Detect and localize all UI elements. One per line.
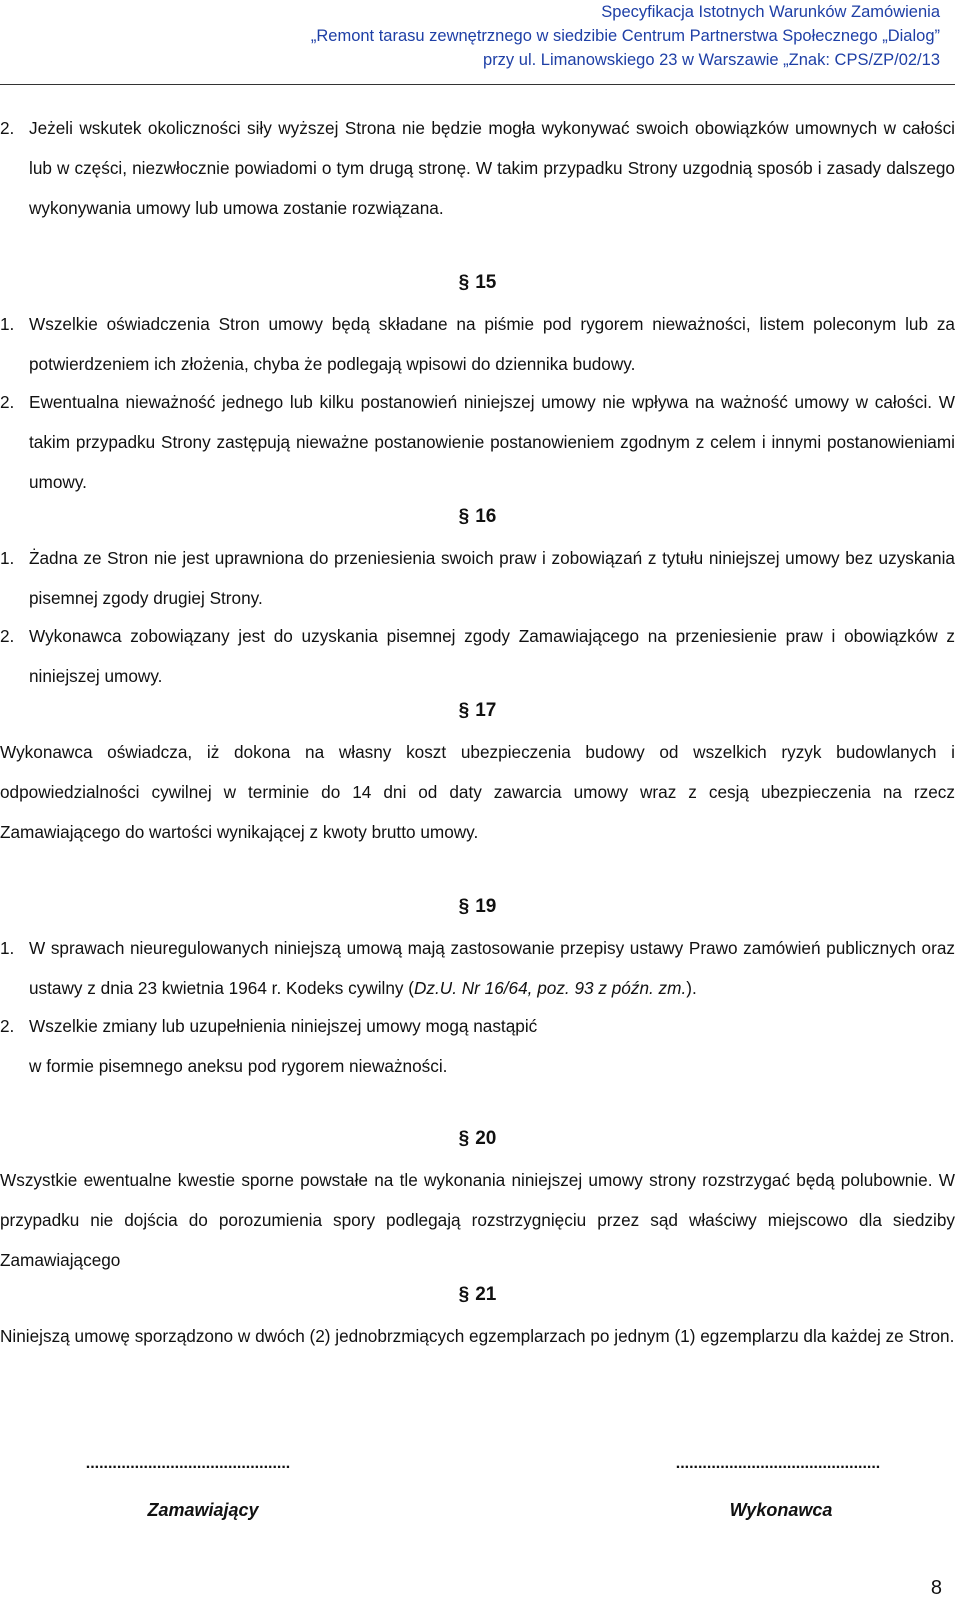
legal-citation: Dz.U. Nr 16/64, poz. 93 z późn. zm. — [414, 978, 687, 998]
item-text-line: w formie pisemnego aneksu pod rygorem nieważności. — [29, 1056, 448, 1076]
item-number: 1. — [0, 548, 15, 568]
section-heading-17 — [0, 700, 955, 722]
section-number: 20 — [475, 1128, 497, 1149]
item-text: Wykonawca zobowiązany jest do uzyskania pisemnej zgody Zamawiającego na przeniesienie praw i obowiązków z niniejszej umowy. — [29, 626, 955, 686]
signature-label-zamawiajacy: Zamawiający — [147, 1500, 259, 1520]
item-text-part: ). — [686, 978, 697, 998]
list-item — [0, 928, 955, 1008]
header-line-3: przy ul. Limanowskiego 23 w Warszawie „Znak: CPS/ZP/02/13 — [483, 51, 940, 69]
section-number: 19 — [475, 896, 497, 917]
list-item — [0, 538, 955, 618]
section-21-text: Niniejszą umowę sporządzono w dwóch (2) jednobrzmiących egzemplarzach po jednym (1) egzemplarzu dla każdej ze Stron. — [0, 1326, 955, 1346]
list-item — [0, 304, 955, 384]
item-number: 2. — [0, 392, 15, 412]
document-header — [240, 0, 940, 72]
section-heading-20 — [0, 1128, 955, 1150]
section-20-text: Wszystkie ewentualne kwestie sporne powstałe na tle wykonania niniejszej umowy strony rozstrzygać będą polubownie. W przypadku nie dojścia do porozumienia spory podlegają rozstrzygnięciu przez sąd właściwy miejscowo dla siedziby Zamawiającego — [0, 1170, 955, 1270]
item-number: 2. — [0, 1016, 15, 1036]
item-number: 1. — [0, 314, 15, 334]
item-text: Ewentualna nieważność jednego lub kilku postanowień niniejszej umowy nie wpływa na ważność umowy w całości. W takim przypadku Strony zastępują nieważne postanowienie postanowieniem zgodnym z celem i innymi postanowieniami umowy. — [29, 392, 955, 492]
header-line-1: Specyfikacja Istotnych Warunków Zamówienia — [601, 3, 940, 21]
item-text: Żadna ze Stron nie jest uprawniona do przeniesienia swoich praw i zobowiązań z tytułu niniejszej umowy bez uzyskania pisemnej zgody drugiej Strony. — [29, 548, 955, 608]
section-sign: § — [458, 506, 470, 527]
section-17-text: Wykonawca oświadcza, iż dokona na własny koszt ubezpieczenia budowy od wszelkich ryzyk budowlanych i odpowiedzialności cywilnej w terminie do 14 dni od daty zawarcia umowy wraz z cesją ubezpieczenia na rzecz Zamawiającego do wartości wynikającej z kwoty brutto umowy. — [0, 742, 955, 842]
item-number: 2. — [0, 626, 15, 646]
signature-label-wykonawca: Wykonawca — [729, 1500, 833, 1520]
item-text — [29, 928, 955, 1008]
list-item — [0, 616, 955, 696]
section-sign: § — [458, 1128, 470, 1149]
section-sign: § — [458, 272, 470, 293]
section-heading-15 — [0, 272, 955, 294]
header-line-2: „Remont tarasu zewnętrznego w siedzibie Centrum Partnerstwa Społecznego „Dialog” — [310, 27, 940, 45]
section-sign: § — [458, 1284, 470, 1305]
section-number: 21 — [475, 1284, 497, 1305]
section-number: 17 — [475, 700, 497, 721]
item-text-line: Wszelkie zmiany lub uzupełnienia niniejszej umowy mogą nastąpić — [29, 1016, 538, 1036]
list-item — [0, 108, 955, 228]
section-number: 16 — [475, 506, 497, 527]
section-sign: § — [458, 896, 470, 917]
list-item — [0, 382, 955, 502]
item-text: Wszelkie oświadczenia Stron umowy będą składane na piśmie pod rygorem nieważności, listem poleconym lub za potwierdzeniem ich złożenia, chyba że podlegają wpisowi do dziennika budowy. — [29, 314, 955, 374]
item-number: 2. — [0, 118, 15, 138]
item-text — [29, 1006, 620, 1086]
section-number: 15 — [475, 272, 497, 293]
signature-line-left: .............................................. — [85, 1455, 291, 1472]
signature-line-right: .............................................. — [675, 1455, 881, 1472]
item-number: 1. — [0, 938, 15, 958]
item-text-part: W sprawach nieuregulowanych niniejszą umową mają zastosowanie przepisy ustawy Prawo zamówień publicznych oraz ustawy z dnia 23 kwietnia 1964 r. Kodeks cywilny ( — [29, 938, 955, 998]
section-sign: § — [458, 700, 470, 721]
header-rule — [0, 84, 955, 85]
item-text: Jeżeli wskutek okoliczności siły wyższej Strona nie będzie mogła wykonywać swoich obowiązków umownych w całości lub w części, niezwłocznie powiadomi o tym drugą stronę. W takim przypadku Strony uzgodnią sposób i zasady dalszego wykonywania umowy lub umowa zostanie rozwiązana. — [29, 118, 955, 218]
page-number: 8 — [930, 1577, 942, 1599]
section-heading-21 — [0, 1284, 955, 1306]
section-heading-16 — [0, 506, 955, 528]
list-item — [0, 1006, 620, 1086]
section-heading-19 — [0, 896, 955, 918]
